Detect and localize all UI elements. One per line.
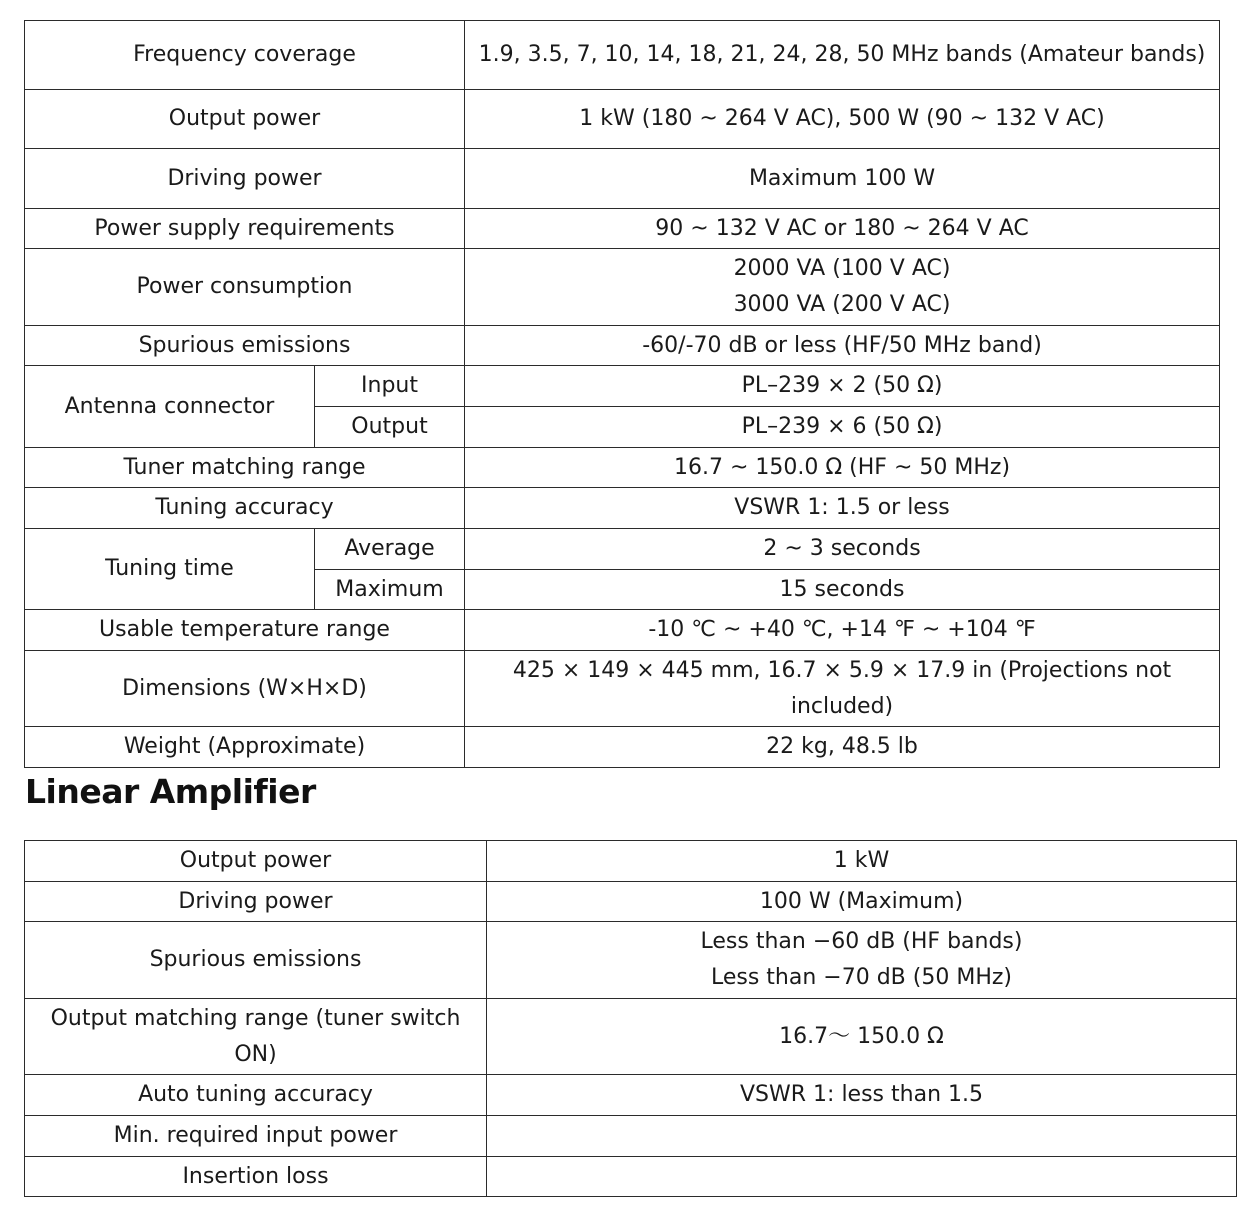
spec-value: Maximum 100 W: [465, 149, 1220, 209]
spec-row-frequency-coverage: [25, 21, 1220, 90]
spec-value: PL–239 × 6 (50 Ω): [465, 407, 1220, 448]
spec-row-tuning-time-average: [25, 529, 1220, 570]
spec-row-spurious-emissions: [25, 326, 1220, 366]
spec-value: [487, 922, 1237, 999]
spec-label: Auto tuning accuracy: [25, 1075, 487, 1116]
spec-label: Power consumption: [25, 249, 465, 326]
spec-value: [487, 1157, 1237, 1197]
spec-label: Spurious emissions: [25, 922, 487, 999]
linear-amplifier-table: [24, 840, 1237, 1197]
spec-label: Output power: [25, 90, 465, 149]
spec-value: 2 ~ 3 seconds: [465, 529, 1220, 570]
spec-label: Tuner matching range: [25, 448, 465, 488]
amp-row-auto-tuning-accuracy: [25, 1075, 1237, 1116]
spec-value: 1.9, 3.5, 7, 10, 14, 18, 21, 24, 28, 50 MHz bands (Amateur bands): [465, 21, 1220, 90]
spec-value: 15 seconds: [465, 570, 1220, 610]
spec-value: [465, 651, 1220, 727]
spec-value: VSWR 1: 1.5 or less: [465, 488, 1220, 529]
spec-value: 1 kW (180 ~ 264 V AC), 500 W (90 ~ 132 V AC): [465, 90, 1220, 149]
amp-row-insertion-loss: [25, 1157, 1237, 1197]
spec-row-weight: [25, 727, 1220, 768]
spec-label: Spurious emissions: [25, 326, 465, 366]
section-heading-linear-amplifier: Linear Amplifier: [25, 772, 316, 811]
spec-value-line: 3000 VA (200 V AC): [733, 292, 951, 317]
spec-value: -60/-70 dB or less (HF/50 MHz band): [465, 326, 1220, 366]
spec-row-dimensions: [25, 651, 1220, 727]
spec-row-output-power: [25, 90, 1220, 149]
spec-value: [487, 1116, 1237, 1157]
spec-sublabel: Average: [315, 529, 465, 570]
spec-row-antenna-input: [25, 366, 1220, 407]
spec-sublabel: Output: [315, 407, 465, 448]
amp-row-min-input-power: [25, 1116, 1237, 1157]
spec-label: [25, 999, 487, 1075]
spec-label: Tuning time: [25, 529, 315, 610]
spec-value: PL–239 × 2 (50 Ω): [465, 366, 1220, 407]
spec-row-power-supply: [25, 209, 1220, 249]
amp-row-spurious-emissions: [25, 922, 1237, 999]
spec-label: Tuning accuracy: [25, 488, 465, 529]
spec-sublabel: Maximum: [315, 570, 465, 610]
spec-value: 100 W (Maximum): [487, 882, 1237, 922]
amp-row-output-matching-range: [25, 999, 1237, 1075]
spec-label: Dimensions (W×H×D): [25, 651, 465, 727]
specifications-table: [24, 20, 1220, 768]
spec-value: 16.7～ 150.0 Ω: [487, 999, 1237, 1075]
spec-value-line: Less than −70 dB (50 MHz): [710, 965, 1012, 990]
spec-value: 22 kg, 48.5 lb: [465, 727, 1220, 768]
spec-row-tuner-matching-range: [25, 448, 1220, 488]
spec-value-line: Less than −60 dB (HF bands): [700, 929, 1023, 954]
spec-label: Driving power: [25, 882, 487, 922]
spec-value: -10 ℃ ~ +40 ℃, +14 ℉ ~ +104 ℉: [465, 610, 1220, 651]
spec-sublabel: Input: [315, 366, 465, 407]
spec-label: Antenna connector: [25, 366, 315, 448]
spec-row-tuning-accuracy: [25, 488, 1220, 529]
spec-value-line: 425 × 149 × 445 mm, 16.7 × 5.9 × 17.9 in (Projections not: [512, 657, 1172, 683]
spec-label: Driving power: [25, 149, 465, 209]
spec-label-line: Output matching range (tuner switch: [50, 1005, 461, 1031]
spec-row-driving-power: [25, 149, 1220, 209]
spec-label: Frequency coverage: [25, 21, 465, 90]
spec-label: Power supply requirements: [25, 209, 465, 249]
spec-row-temperature-range: [25, 610, 1220, 651]
spec-label: Weight (Approximate): [25, 727, 465, 768]
amp-row-driving-power: [25, 882, 1237, 922]
amp-row-output-power: [25, 841, 1237, 882]
spec-label-line: ON): [234, 1041, 277, 1067]
spec-value-line: 2000 VA (100 V AC): [733, 256, 951, 281]
spec-value: VSWR 1: less than 1.5: [487, 1075, 1237, 1116]
spec-value: [465, 249, 1220, 326]
spec-label: Usable temperature range: [25, 610, 465, 651]
spec-label: Insertion loss: [25, 1157, 487, 1197]
spec-row-power-consumption: [25, 249, 1220, 326]
spec-value: 16.7 ~ 150.0 Ω (HF ~ 50 MHz): [465, 448, 1220, 488]
spec-label: Min. required input power: [25, 1116, 487, 1157]
spec-label: Output power: [25, 841, 487, 882]
spec-value: 1 kW: [487, 841, 1237, 882]
spec-value: 90 ~ 132 V AC or 180 ~ 264 V AC: [465, 209, 1220, 249]
spec-value-line: included): [790, 693, 894, 719]
